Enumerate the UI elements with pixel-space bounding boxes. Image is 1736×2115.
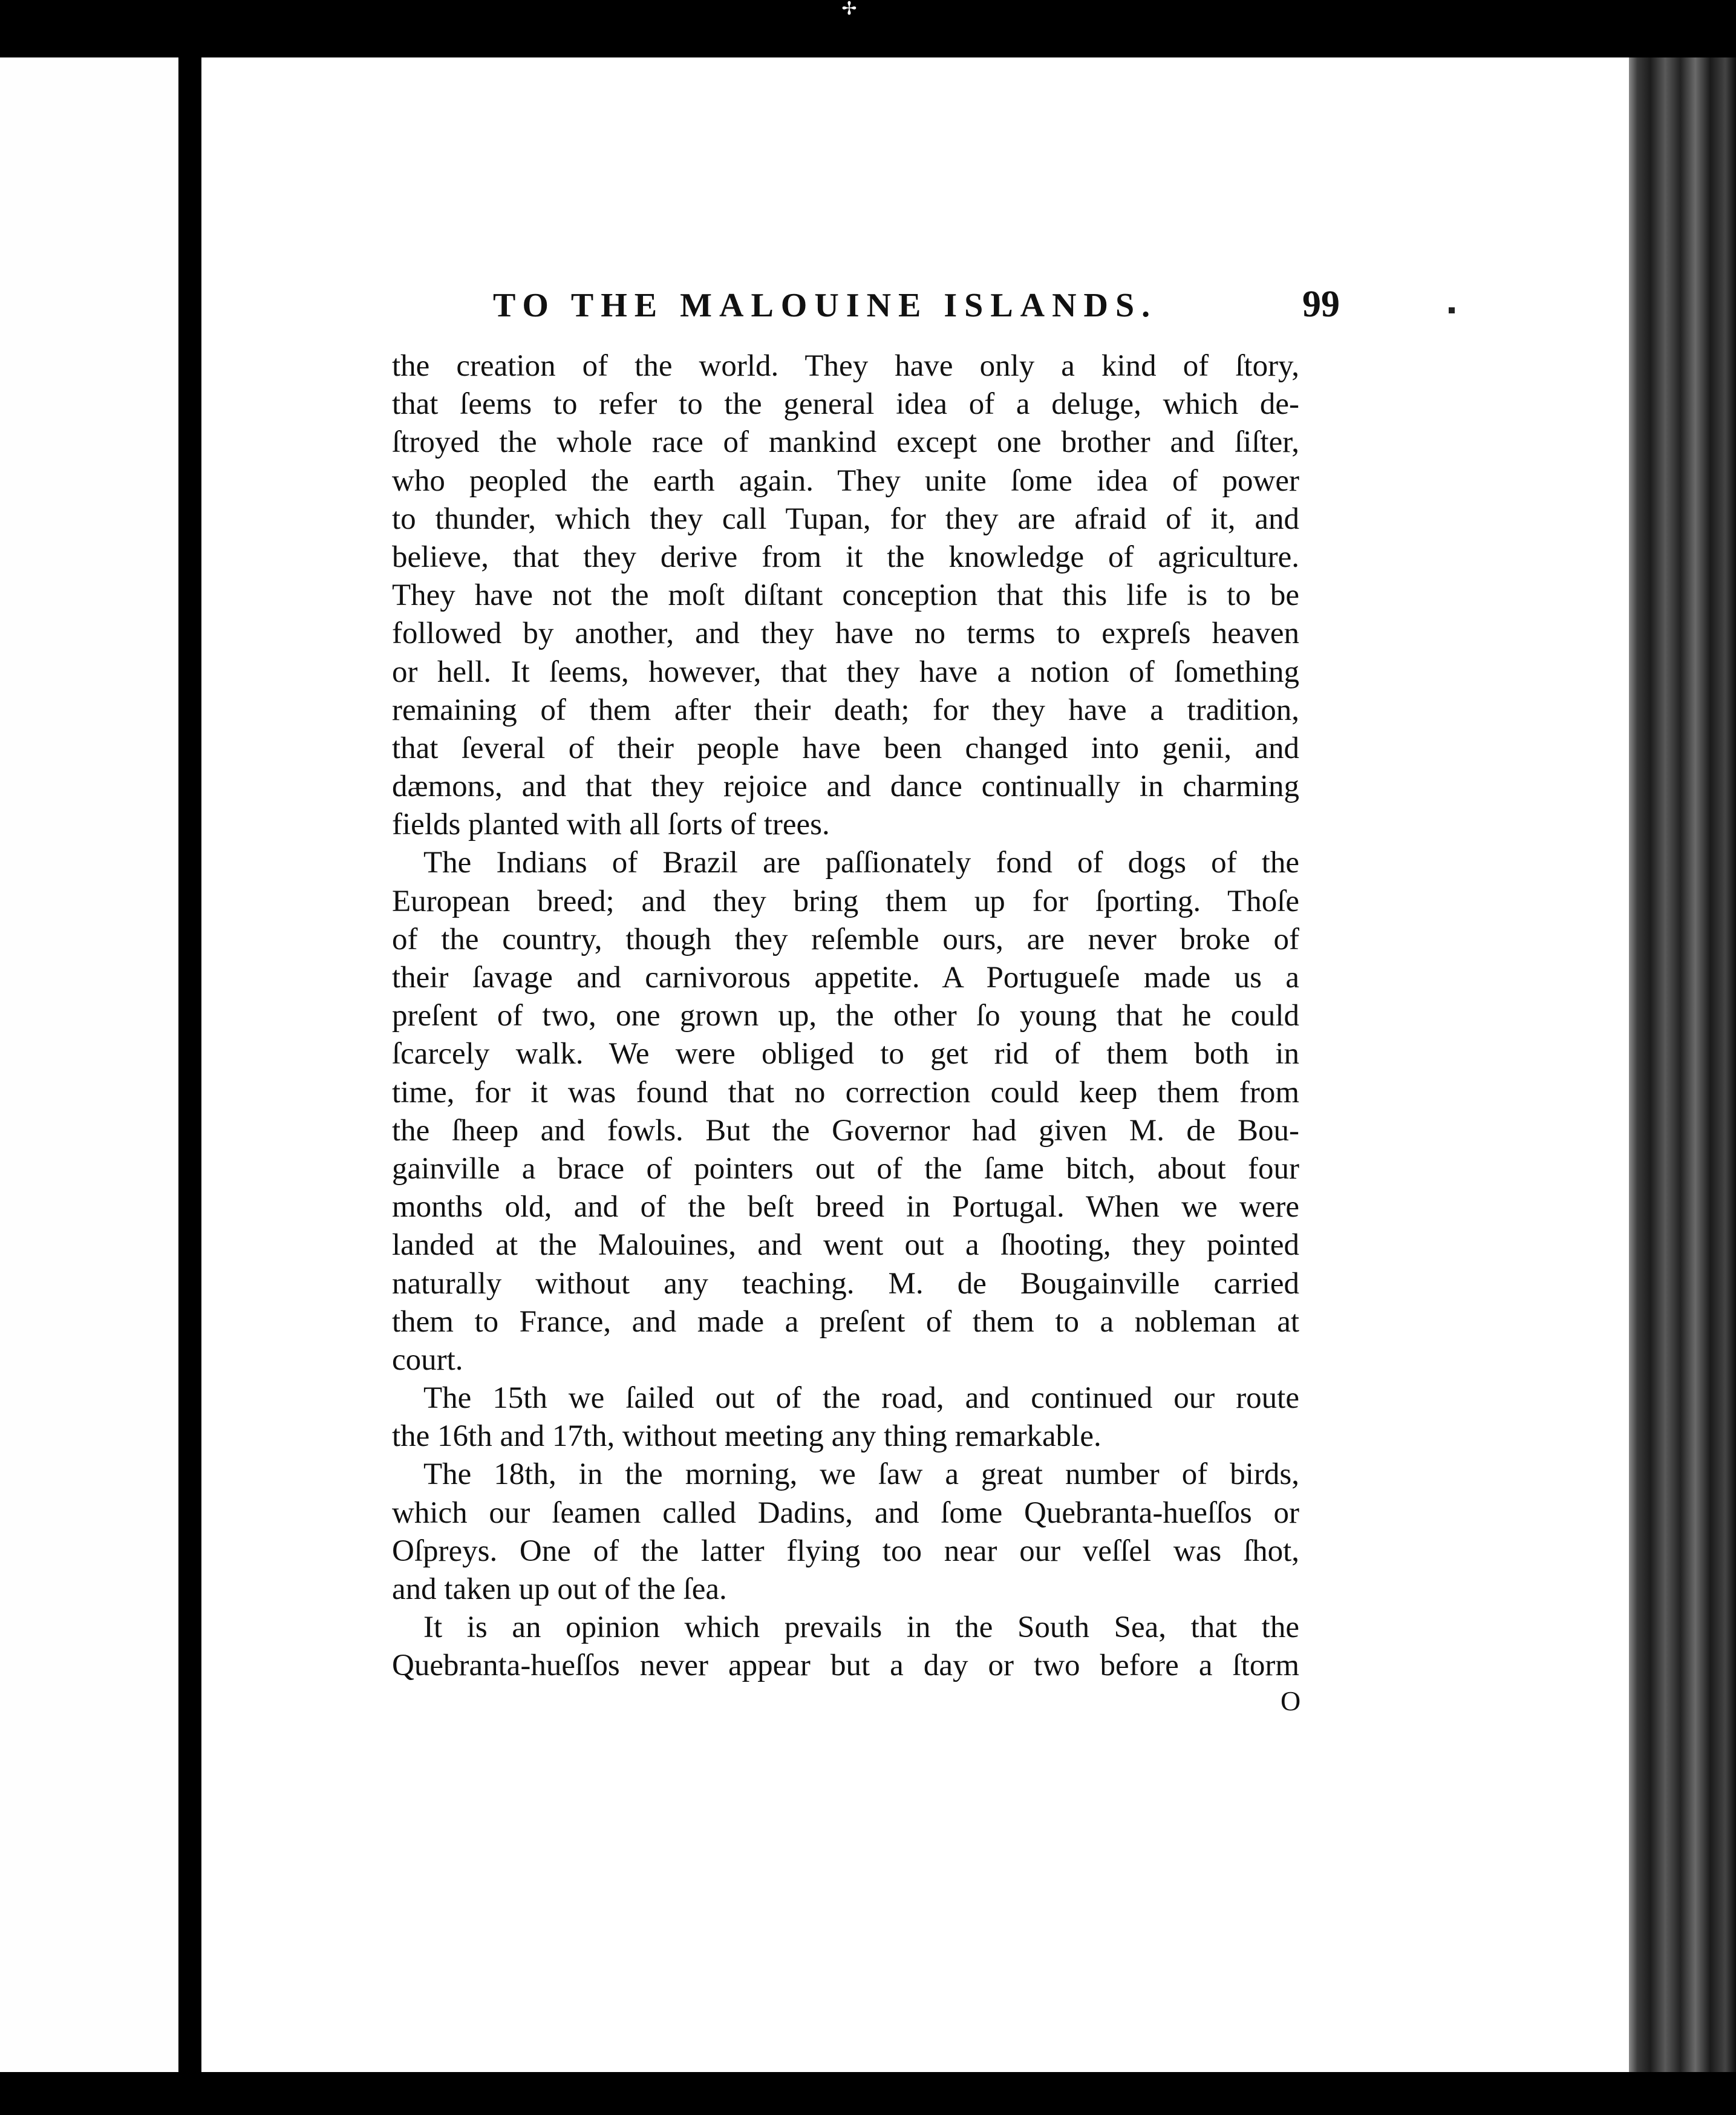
text-line: Oſpreys. One of the latter flying too near our veſſel was ſhot,: [392, 1534, 1299, 1568]
running-head: [493, 283, 1340, 338]
text-line: naturally without any teaching. M. de Bougainville carried: [392, 1266, 1299, 1301]
text-line: dæmons, and that they rejoice and dance continually in charming: [392, 770, 1299, 804]
text-line: European breed; and they bring them up for ſporting. Thoſe: [392, 884, 1299, 918]
page-stack-edge: [1629, 57, 1736, 2072]
text-line: followed by another, and they have no terms to expreſs heaven: [392, 616, 1299, 651]
text-line: ſcarcely walk. We were obliged to get rid of them both in: [392, 1037, 1299, 1071]
text-line: It is an opinion which prevails in the South Sea, that the: [423, 1610, 1299, 1645]
printer-mark: [1449, 307, 1455, 313]
text-line: their ſavage and carnivorous appetite. A Portugueſe made us a: [392, 961, 1299, 995]
text-line: and taken up out of the ſea.: [392, 1572, 727, 1606]
text-line: landed at the Malouines, and went out a ſhooting, they pointed: [392, 1228, 1299, 1263]
text-line: They have not the moſt diſtant conception that this life is to be: [392, 578, 1299, 613]
paragraph: [392, 844, 1299, 1379]
text-line: the creation of the world. They have only a kind of ſtory,: [392, 349, 1299, 383]
text-line: the ſheep and fowls. But the Governor had given M. de Bou-: [392, 1113, 1299, 1148]
text-line: them to France, and made a preſent of them to a nobleman at: [392, 1304, 1299, 1339]
paragraph: [392, 1379, 1299, 1456]
text-line: to thunder, which they call Tupan, for they are afraid of it, and: [392, 502, 1299, 536]
text-line: months old, and of the beſt breed in Portugal. When we were: [392, 1190, 1299, 1224]
text-line: The 15th we ſailed out of the road, and continued our route: [423, 1381, 1299, 1416]
text-line: gainville a brace of pointers out of the ſame bitch, about four: [392, 1151, 1299, 1186]
text-line: who peopled the earth again. They unite ſome idea of power: [392, 463, 1299, 498]
facing-page-edge: [0, 57, 178, 2072]
text-line: ſtroyed the whole race of mankind except one brother and ſiſter,: [392, 425, 1299, 460]
text-line: time, for it was found that no correction could keep them from: [392, 1075, 1299, 1110]
page-number: 99: [1302, 284, 1340, 325]
text-line: court.: [392, 1342, 463, 1377]
scan-top-border: [0, 0, 1736, 57]
text-line: fields planted with all ſorts of trees.: [392, 808, 830, 842]
paragraph: [392, 347, 1299, 844]
text-line: The Indians of Brazil are paſſionately fond of dogs of the: [423, 846, 1299, 880]
running-head-title: TO THE MALOUINE ISLANDS.: [493, 287, 1158, 324]
text-line: believe, that they derive from it the knowledge of agriculture.: [392, 540, 1299, 574]
text-line: which our ſeamen called Dadins, and ſome Quebranta-hueſſos or: [392, 1496, 1299, 1530]
text-line: preſent of two, one grown up, the other ſo young that he could: [392, 999, 1299, 1033]
text-line: that ſeveral of their people have been changed into genii, and: [392, 731, 1299, 765]
text-line: The 18th, in the morning, we ſaw a great number of birds,: [423, 1457, 1299, 1492]
book-gutter: [178, 57, 201, 2072]
body-text: [392, 347, 1299, 1685]
text-line: remaining of them after their death; for they have a tradition,: [392, 693, 1299, 727]
text-line: of the country, though they reſemble ours, are never broke of: [392, 922, 1299, 956]
text-line: that ſeems to refer to the general idea of a deluge, which de-: [392, 387, 1299, 422]
text-line: the 16th and 17th, without meeting any thing remarkable.: [392, 1419, 1101, 1454]
signature-mark: O: [1281, 1685, 1301, 1716]
text-line: Quebranta-hueſſos never appear but a day or two before a ſtorm: [392, 1649, 1299, 1683]
scan-top-mark: ✢: [841, 0, 857, 19]
text-line: or hell. It ſeems, however, that they have a notion of ſomething: [392, 655, 1299, 689]
paragraph: [392, 1456, 1299, 1609]
scan-bottom-border: [0, 2072, 1736, 2115]
paragraph: [392, 1609, 1299, 1685]
